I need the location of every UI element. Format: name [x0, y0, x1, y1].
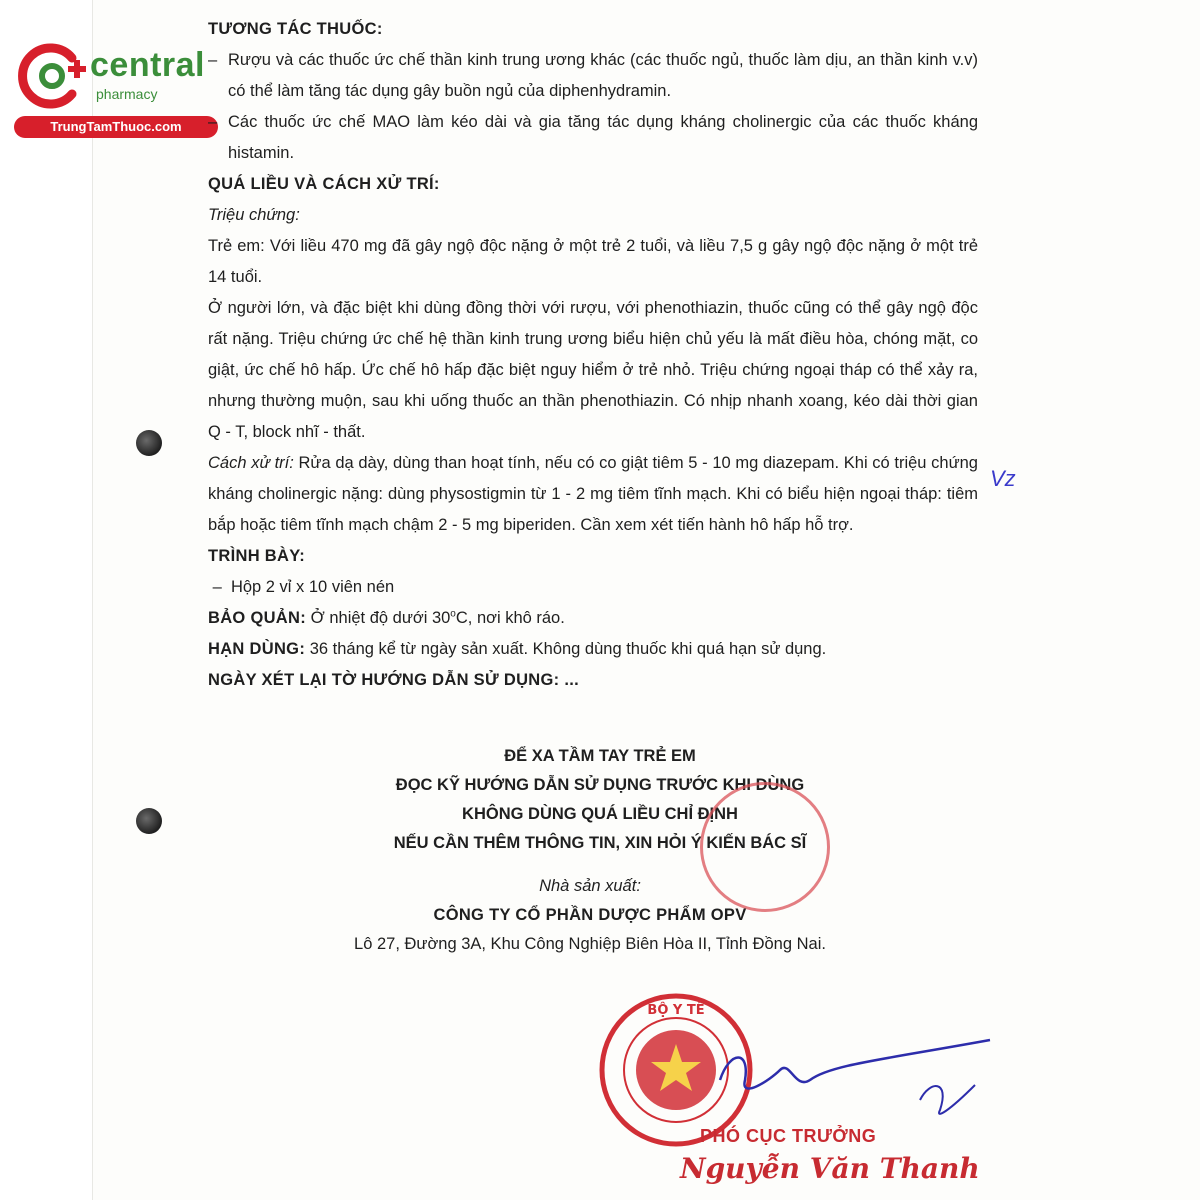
manufacturer-address: Lô 27, Đường 3A, Khu Công Nghiệp Biên Hòa II, Tỉnh Đồng Nai. — [354, 935, 826, 953]
degree-sup: o — [450, 608, 456, 620]
margin-initials: Vz — [990, 466, 1016, 491]
storage-line — [208, 603, 978, 634]
presentation-item: – Hộp 2 vỉ x 10 viên nén — [208, 578, 395, 596]
punch-hole-bottom — [136, 808, 162, 834]
signature — [700, 1020, 1020, 1130]
signer-role: PHÓ CỤC TRƯỞNG — [700, 1126, 877, 1146]
interaction-heading: TƯƠNG TÁC THUỐC: — [208, 20, 383, 38]
treatment-paragraph — [208, 448, 978, 541]
punch-hole-top — [136, 430, 162, 456]
treatment-text: Rửa dạ dày, dùng than hoạt tính, nếu có co giật tiêm 5 - 10 mg diazepam. Khi có triệu chứng kháng cholinergic nặng: dùng physostigmin từ 1 - 2 mg tiêm tĩnh mạch. Khi có biểu hiện ngoại tháp: tiêm bắp hoặc tiêm tĩnh mạch chậm 2 - 5 mg biperiden. Cần xem xét tiến hành hô hấp hỗ trợ. — [208, 454, 978, 534]
interaction-item: – Rượu và các thuốc ức chế thần kinh trung ương khác (các thuốc ngủ, thuốc làm dịu, an thần kinh v.v) có thể làm tăng tác dụng gây buồn ngủ của diphenhydramin. — [208, 45, 978, 107]
expiry-line — [208, 634, 978, 665]
adult-symptoms: Ở người lớn, và đặc biệt khi dùng đồng thời với rượu, với phenothiazin, thuốc cũng có thể gây ngộ độc rất nặng. Triệu chứng ức chế hệ thần kinh trung ương biểu hiện chủ yếu là mất điều hòa, chóng mặt, co giật, ức chế hô hấp. Ức chế hô hấp đặc biệt nguy hiểm ở trẻ nhỏ. Triệu chứng ngoại tháp có thể xảy ra, nhưng thường muộn, sau khi uống thuốc an thần phenothiazin. Có nhịp nhanh xoang, kéo dài thời gian Q - T, block nhĩ - thất. — [208, 299, 978, 441]
presentation-text: Hộp 2 vỉ x 10 viên nén — [230, 578, 395, 596]
symptoms-label: Triệu chứng: — [208, 206, 300, 224]
storage-heading: BẢO QUẢN: — [208, 609, 307, 627]
logo-c-icon — [12, 36, 92, 116]
logo-url[interactable]: TrungTamThuoc.com — [14, 116, 218, 138]
presentation-heading: TRÌNH BÀY: — [208, 547, 306, 565]
warning-line: ĐỂ XA TẦM TAY TRẺ EM — [504, 747, 696, 765]
central-pharmacy-logo[interactable] — [8, 34, 218, 144]
interaction-item-text: Các thuốc ức chế MAO làm kéo dài và gia tăng tác dụng kháng cholinergic của các thuốc kháng histamin. — [228, 113, 978, 162]
leaflet-body — [208, 14, 978, 696]
expiry-text: 36 tháng kể từ ngày sản xuất. Không dùng thuốc khi quá hạn sử dụng. — [305, 640, 827, 658]
treatment-label: Cách xử trí: — [208, 454, 294, 472]
manufacturer-label: Nhà sản xuất: — [539, 877, 641, 895]
logo-brand: central — [90, 46, 205, 84]
manufacturer-block — [240, 872, 940, 959]
manufacturer-name: CÔNG TY CỔ PHẦN DƯỢC PHẨM OPV — [433, 906, 747, 924]
signer-name: Nguyễn Văn Thanh — [680, 1152, 980, 1185]
warning-line: KHÔNG DÙNG QUÁ LIỀU CHỈ ĐỊNH — [462, 805, 738, 823]
storage-text: Ở nhiệt độ dưới 30 — [306, 609, 451, 627]
expiry-heading: HẠN DÙNG: — [208, 640, 306, 658]
warning-line: NẾU CẦN THÊM THÔNG TIN, XIN HỎI Ý KIẾN BÁC SĨ — [393, 834, 807, 852]
child-symptoms: Trẻ em: Với liều 470 mg đã gây ngộ độc nặng ở một trẻ 2 tuổi, và liều 7,5 g gây ngộ độc nặng ở một trẻ 14 tuổi. — [208, 237, 978, 286]
storage-text-end: C, nơi khô ráo. — [455, 609, 565, 627]
overdose-heading: QUÁ LIỀU VÀ CÁCH XỬ TRÍ: — [208, 175, 440, 193]
svg-text:BỘ Y TẾ: BỘ Y TẾ — [647, 1003, 705, 1018]
interaction-item-text: Rượu và các thuốc ức chế thần kinh trung ương khác (các thuốc ngủ, thuốc làm dịu, an thần kinh v.v) có thể làm tăng tác dụng gây buồn ngủ của diphenhydramin. — [228, 51, 978, 100]
warning-line: ĐỌC KỸ HƯỚNG DẪN SỬ DỤNG TRƯỚC KHI DÙNG — [395, 776, 805, 794]
review-heading: NGÀY XÉT LẠI TỜ HƯỚNG DẪN SỬ DỤNG: ... — [208, 671, 579, 689]
interaction-item: – Các thuốc ức chế MAO làm kéo dài và gia tăng tác dụng kháng cholinergic của các thuốc kháng histamin. — [208, 107, 978, 169]
logo-sub: pharmacy — [96, 86, 158, 102]
